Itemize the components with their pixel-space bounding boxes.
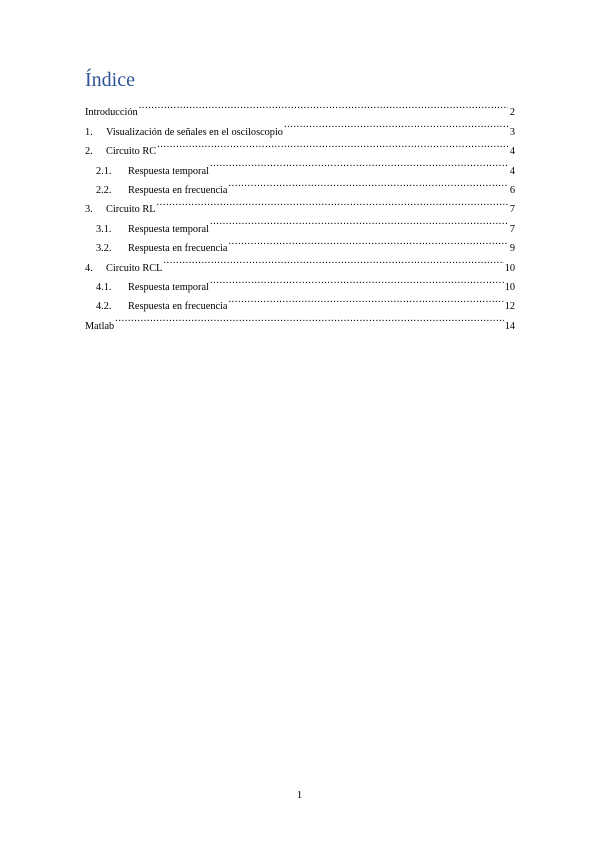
- toc-entry-number: 3.1.: [96, 223, 112, 235]
- toc-entry-page: 14: [504, 320, 515, 332]
- toc-entry-page: 10: [504, 281, 515, 293]
- toc-entry-label: Visualización de señales en el osciloscopio: [106, 126, 283, 138]
- dot-leader: [157, 135, 508, 154]
- toc-entry-label: Respuesta temporal: [128, 165, 209, 177]
- table-of-contents: [85, 96, 515, 332]
- toc-entry-number: 1.: [85, 126, 93, 138]
- toc-entry-label: Respuesta en frecuencia: [128, 243, 228, 255]
- toc-entry-page: 3: [509, 126, 515, 138]
- toc-entry-number: 2.2.: [96, 184, 112, 196]
- page-number: 1: [296, 789, 303, 801]
- toc-entry-label: Introducción: [85, 107, 138, 119]
- toc-entry-page: 2: [509, 107, 515, 119]
- toc-entry-number: 3.2.: [96, 243, 112, 255]
- dot-leader: [115, 309, 504, 328]
- dot-leader: [229, 290, 504, 309]
- toc-heading: Índice: [85, 69, 135, 91]
- toc-entry-label: Circuito RC: [106, 146, 157, 158]
- dot-leader: [284, 115, 508, 134]
- toc-entry-page: 7: [509, 204, 515, 216]
- toc-entry-page: 6: [509, 184, 515, 196]
- toc-entry-label: Respuesta en frecuencia: [128, 301, 228, 313]
- dot-leader: [210, 212, 508, 231]
- toc-entry-page: 12: [504, 301, 515, 313]
- toc-entry-page: 4: [509, 165, 515, 177]
- toc-entry-label: Matlab: [85, 320, 115, 332]
- toc-entry-introduccion[interactable]: [85, 96, 515, 119]
- toc-entry-label: Respuesta temporal: [128, 281, 209, 293]
- toc-entry-number: 4.: [85, 262, 93, 274]
- toc-entry-label: Circuito RCL: [106, 262, 163, 274]
- toc-entry-label: Circuito RL: [106, 204, 156, 216]
- toc-entry-page: 4: [509, 146, 515, 158]
- toc-entry-number: 4.1.: [96, 281, 112, 293]
- dot-leader: [139, 96, 508, 115]
- toc-entry-page: 9: [509, 243, 515, 255]
- toc-entry-page: 7: [509, 223, 515, 235]
- dot-leader: [229, 232, 509, 251]
- dot-leader: [229, 174, 509, 193]
- toc-entry-page: 10: [504, 262, 515, 274]
- dot-leader: [163, 251, 503, 270]
- toc-entry-number: 2.: [85, 146, 93, 158]
- toc-entry-matlab[interactable]: [85, 309, 515, 332]
- toc-entry-number: 4.2.: [96, 301, 112, 313]
- toc-entry-number: 3.: [85, 204, 93, 216]
- dot-leader: [210, 154, 508, 173]
- toc-entry-number: 2.1.: [96, 165, 112, 177]
- toc-entry-label: Respuesta en frecuencia: [128, 184, 228, 196]
- dot-leader: [210, 271, 504, 290]
- toc-entry-label: Respuesta temporal: [128, 223, 209, 235]
- dot-leader: [156, 193, 508, 212]
- toc-entry-visualizacion[interactable]: [85, 115, 515, 138]
